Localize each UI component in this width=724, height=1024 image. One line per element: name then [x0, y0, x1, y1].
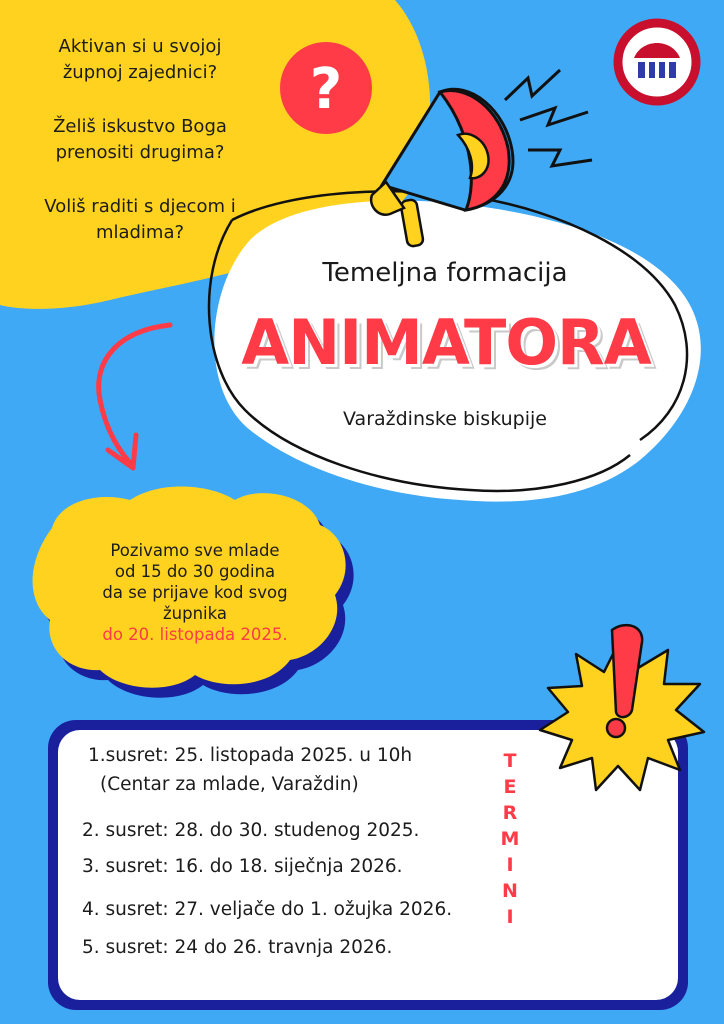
question-1-line-1: Aktivan si u svojoj [58, 36, 222, 57]
termini-label [498, 748, 522, 930]
schedule-item-1-location: (Centar za mlade, Varaždin) [100, 774, 359, 795]
question-2-line-1: Želiš iskustvo Boga [53, 116, 227, 137]
schedule-item-2: 2. susret: 28. do 30. studenog 2025. [82, 820, 420, 841]
title-diocese: Varaždinske biskupije [343, 408, 547, 430]
termini-letter: M [500, 828, 520, 850]
invite-line-2: od 15 do 30 godina [114, 562, 276, 581]
question-1-line-2: župnoj zajednici? [62, 62, 218, 83]
question-3-line-2: mladima? [95, 222, 185, 243]
question-3-line-1: Voliš raditi s djecom i [44, 196, 236, 217]
invite-line-1: Pozivamo sve mlade [110, 541, 280, 560]
svg-text:?: ? [309, 57, 343, 122]
schedule-item-1: 1.susret: 25. listopada 2025. u 10h [88, 745, 413, 766]
termini-letter: I [506, 854, 514, 876]
title-subtitle: Temeljna formacija [322, 258, 568, 288]
termini-letter: R [502, 802, 518, 824]
invite-deadline: do 20. listopada 2025. [102, 625, 288, 644]
termini-letter: N [502, 880, 518, 902]
invite-line-4: župnika [162, 604, 227, 623]
termini-letter: E [503, 776, 517, 798]
schedule-item-5: 5. susret: 24 do 26. travnja 2026. [82, 937, 393, 958]
invite-line-3: da se prijave kod svog [102, 583, 288, 602]
schedule-item-3: 3. susret: 16. do 18. siječnja 2026. [82, 856, 403, 877]
title-main: ANIMATORA [241, 306, 651, 379]
termini-letter: T [503, 750, 517, 772]
question-2-line-2: prenositi drugima? [55, 142, 225, 163]
schedule-item-4: 4. susret: 27. veljače do 1. ožujka 2026. [82, 899, 453, 920]
termini-letter: I [506, 906, 514, 928]
